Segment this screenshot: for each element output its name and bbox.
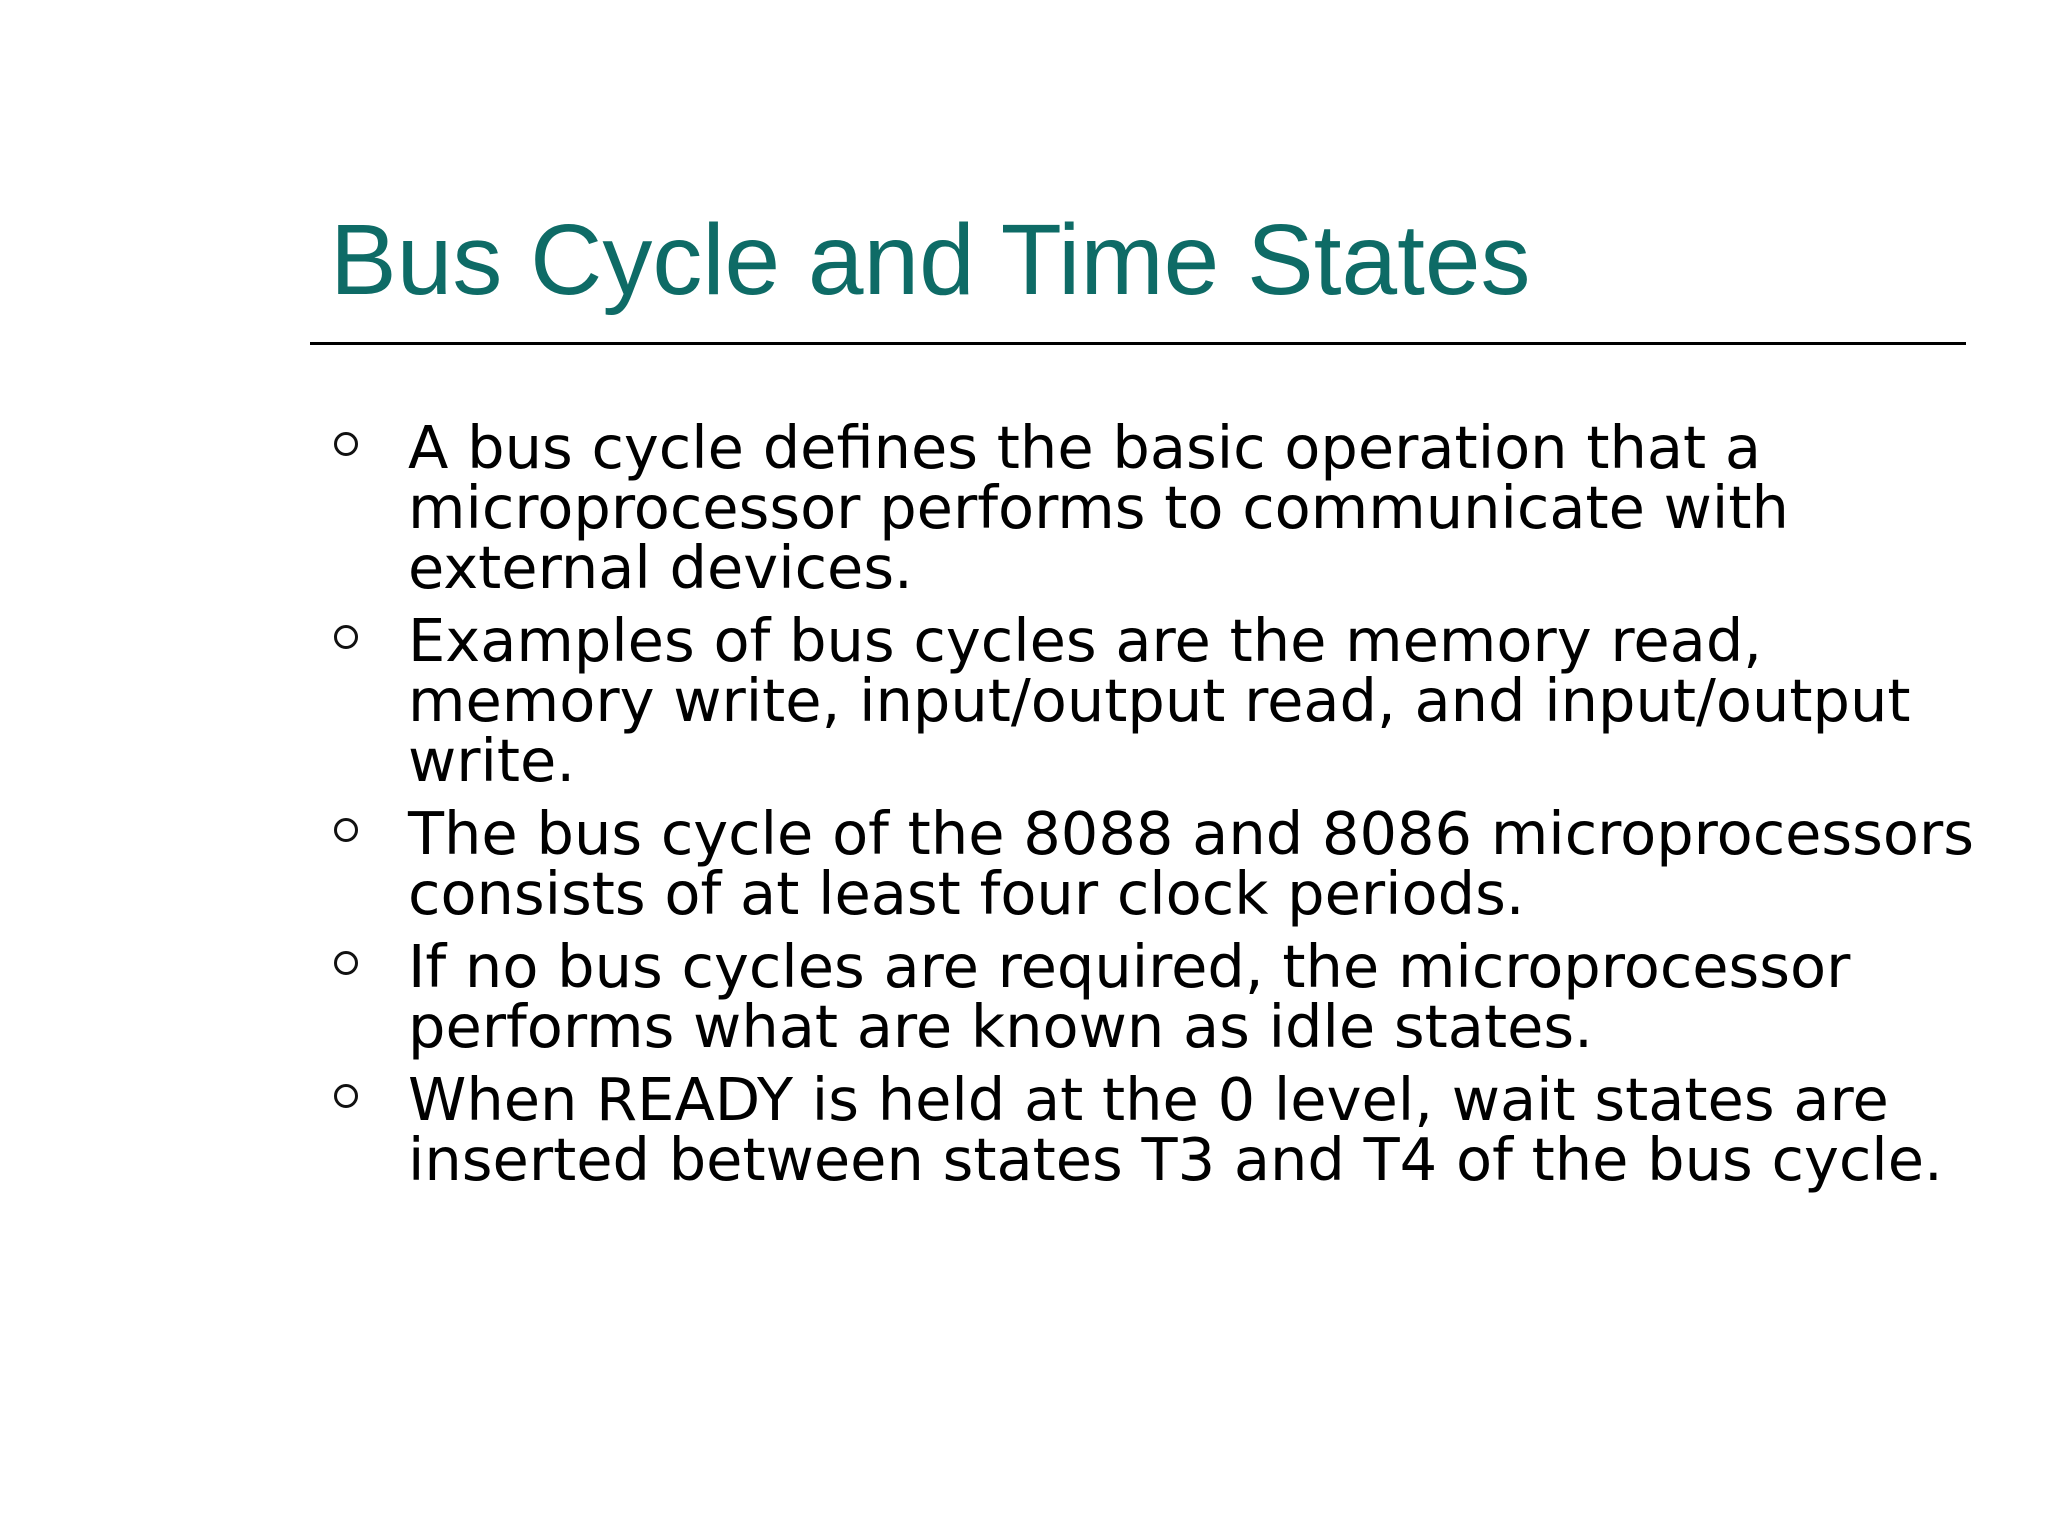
title-divider (310, 342, 1966, 345)
bullet-text: The bus cycle of the 8088 and 8086 microprocessors consists of at least four clock periods. (408, 799, 1975, 928)
bullet-item (330, 1065, 1990, 1194)
bullet-text: If no bus cycles are required, the microprocessor performs what are known as idle states. (408, 932, 1851, 1061)
hollow-circle-bullet-icon (334, 818, 358, 842)
hollow-circle-bullet-icon (334, 625, 358, 649)
slide-title: Bus Cycle and Time States (330, 204, 1531, 316)
bullet-text: When READY is held at the 0 level, wait states are inserted between states T3 and T4 of the bus cycle. (408, 1065, 1943, 1194)
bullet-item (330, 799, 1990, 928)
bullet-item (330, 413, 1990, 602)
hollow-circle-bullet-icon (334, 951, 358, 975)
bullet-text: Examples of bus cycles are the memory read, memory write, input/output read, and input/output write. (408, 606, 1911, 795)
hollow-circle-bullet-icon (334, 1084, 358, 1108)
bullet-item (330, 932, 1990, 1061)
hollow-circle-bullet-icon (334, 432, 358, 456)
bullet-list (330, 413, 1990, 1203)
bullet-text: A bus cycle defines the basic operation that a microprocessor performs to communicate with external devices. (408, 413, 1789, 602)
bullet-item (330, 606, 1990, 795)
